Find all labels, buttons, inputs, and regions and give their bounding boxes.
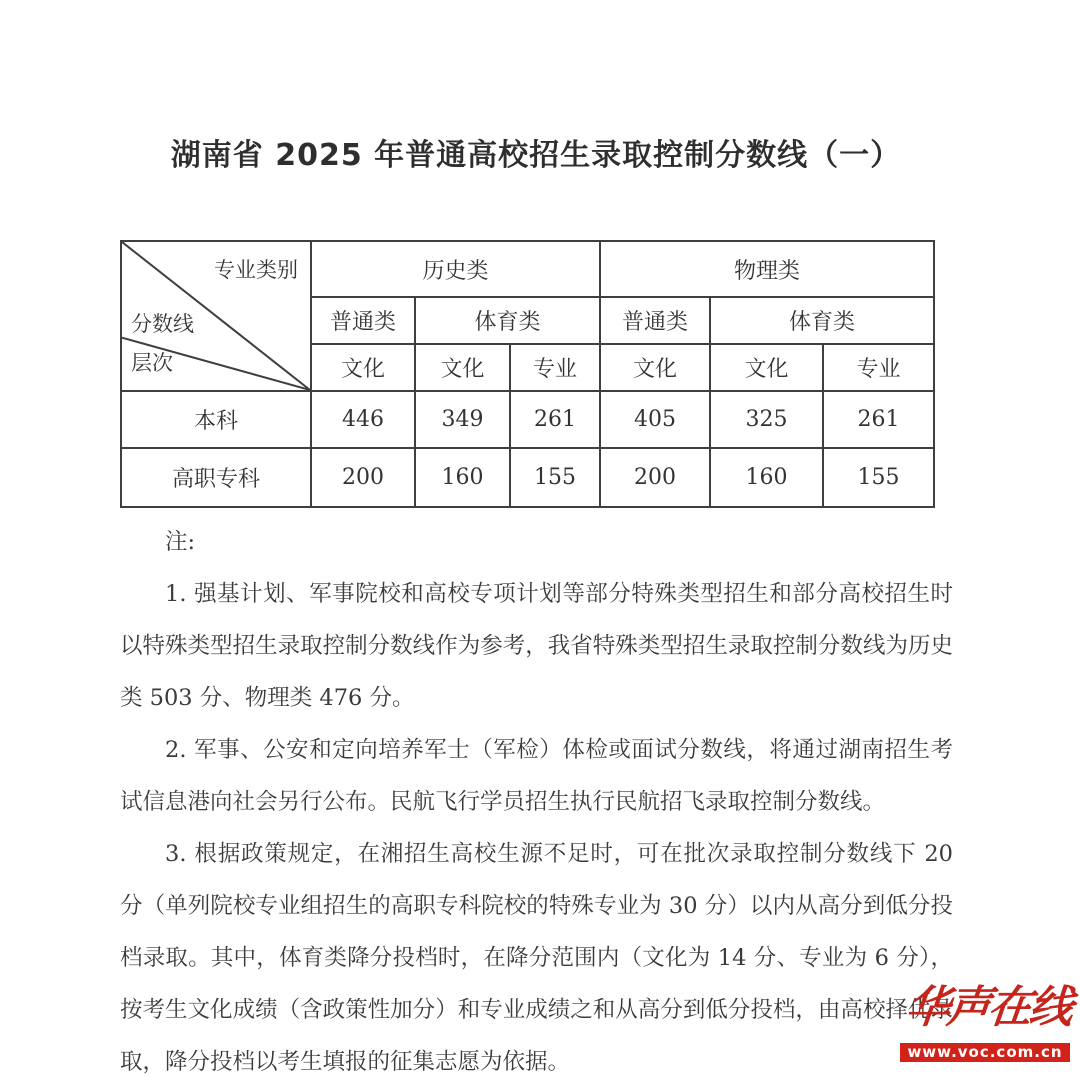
notes-label: 注: — [165, 529, 196, 555]
header-physics-group: 物理类 — [600, 241, 934, 297]
row-label-undergraduate: 本科 — [121, 391, 311, 448]
page-title: 湖南省 2025 年普通高校招生录取控制分数线（一） — [170, 138, 902, 173]
voc-logo-url-banner: www.voc.com.cn — [900, 1043, 1070, 1062]
score-cell: 160 — [710, 448, 823, 507]
header-culture-col: 文化 — [600, 344, 710, 391]
score-cell: 349 — [415, 391, 510, 448]
score-cell: 155 — [510, 448, 600, 507]
notes-section — [120, 516, 953, 1077]
note-item-1: 1. 强基计划、军事院校和高校专项计划等部分特殊类型招生和部分高校招生时以特殊类型招生录取控制分数线作为参考，我省特殊类型招生录取控制分数线为历史类 503 分、物理类 476 分。 — [120, 581, 953, 711]
header-history-sports: 体育类 — [415, 297, 600, 344]
corner-label-level: 层次 — [131, 351, 173, 375]
voc-logo — [900, 975, 1073, 1062]
header-history-general: 普通类 — [311, 297, 415, 344]
score-cell: 155 — [823, 448, 934, 507]
header-culture-col: 文化 — [710, 344, 823, 391]
table-row-vocational — [121, 448, 934, 507]
header-history-group: 历史类 — [311, 241, 600, 297]
header-major-col: 专业 — [823, 344, 934, 391]
score-cell: 160 — [415, 448, 510, 507]
corner-label-category: 专业类别 — [214, 258, 298, 282]
score-cell: 261 — [823, 391, 934, 448]
score-cell: 200 — [600, 448, 710, 507]
voc-logo-brand-text: 华声在线 — [903, 982, 1073, 1033]
corner-label-score-line: 分数线 — [131, 312, 194, 336]
score-line-table — [120, 240, 935, 508]
table-corner-cell — [121, 241, 311, 391]
row-label-vocational: 高职专科 — [121, 448, 311, 507]
score-cell: 261 — [510, 391, 600, 448]
score-cell: 446 — [311, 391, 415, 448]
note-item-3: 3. 根据政策规定，在湘招生高校生源不足时，可在批次录取控制分数线下 20 分（单列院校专业组招生的高职专科院校的特殊专业为 30 分）以内从高分到低分投档录取。其中，体育类降分投档时，在降分范围内（文化为 14 分、专业为 6 分），按考生文化成绩（含政策性加分）和专业成绩之和从高分到低分投档，由高校择优录取，降分投档以考生填报的征集志愿为依据。 — [120, 841, 953, 1075]
score-cell: 405 — [600, 391, 710, 448]
score-cell: 325 — [710, 391, 823, 448]
table-row-undergraduate — [121, 391, 934, 448]
header-physics-general: 普通类 — [600, 297, 710, 344]
note-item-2: 2. 军事、公安和定向培养军士（军检）体检或面试分数线，将通过湖南招生考试信息港向社会另行公布。民航飞行学员招生执行民航招飞录取控制分数线。 — [120, 737, 953, 815]
header-physics-sports: 体育类 — [710, 297, 934, 344]
score-cell: 200 — [311, 448, 415, 507]
header-major-col: 专业 — [510, 344, 600, 391]
header-culture-col: 文化 — [415, 344, 510, 391]
header-culture-col: 文化 — [311, 344, 415, 391]
